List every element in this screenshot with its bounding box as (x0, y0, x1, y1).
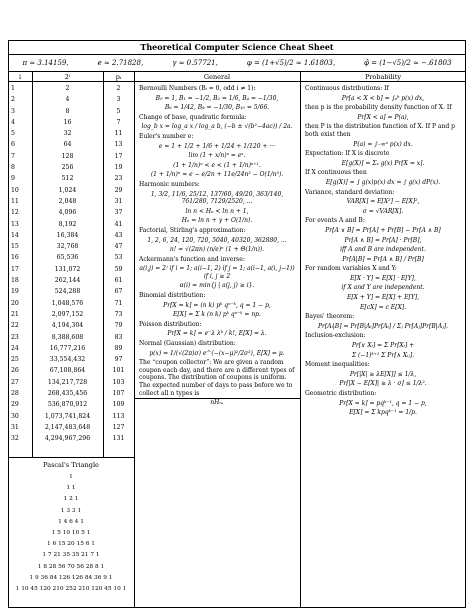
table-row (8, 162, 134, 173)
power-of-two: 536,870,912 (47, 401, 88, 409)
table-row (8, 422, 134, 433)
text-line: For random variables X and Y: (305, 265, 397, 273)
prime: 101 (112, 367, 125, 375)
formula: Pr[|X − E[X]| ≥ λ · σ] ≤ 1/λ². (339, 380, 427, 388)
table-row (8, 332, 134, 343)
formula: Pr[A|B] = Pr[A ∧ B] / Pr[B] (342, 255, 424, 263)
row-index: 20 (11, 299, 19, 307)
table-row (8, 94, 134, 105)
formula: Pr[∨ Xᵢ] = Σ Pr[Xᵢ] + (351, 342, 415, 350)
table-row (8, 433, 134, 444)
text-line: Bayes' theorem: (305, 313, 355, 321)
power-of-two: 4,294,967,296 (44, 435, 91, 443)
row-index: 17 (11, 265, 19, 273)
constant-e: e ≈ 2.71828, (97, 59, 144, 67)
divider (8, 457, 134, 458)
row-index: 7 (11, 152, 15, 160)
formula: E[X] = Σ k (n k) pᵏ qⁿ⁻ᵏ = np. (173, 311, 261, 319)
prime: 37 (114, 209, 123, 217)
row-index: 16 (11, 254, 19, 262)
formula: 1, 3/2, 11/6, 25/12, 137/60, 49/20, 363/140, 761/280, 7129/2520, ... (150, 190, 284, 206)
table-row (8, 286, 134, 297)
sheet-title: Theoretical Computer Science Cheat Sheet (8, 40, 466, 55)
row-index: 19 (11, 288, 19, 296)
text-line: Factorial, Stirling's approximation: (139, 226, 246, 234)
row-index: 2 (11, 96, 15, 104)
header-probability: Probability (300, 72, 466, 82)
table-row (8, 219, 134, 230)
row-index: 18 (11, 277, 19, 285)
formula: Pr[X = k] = pqᵏ⁻¹, q = 1 − p, (339, 399, 427, 407)
row-index: 4 (11, 118, 15, 126)
prime: 53 (114, 254, 123, 262)
power-of-two: 1,073,741,824 (44, 412, 91, 420)
power-of-two: 4,096 (58, 209, 77, 217)
power-of-two: 2,097,152 (51, 310, 84, 318)
table-row (8, 128, 134, 139)
formula: log_b x = log_a x / log_a b, (−b ± √(b²−4ac)) / 2a. (141, 123, 293, 131)
constant-phi: φ = (1+√5)/2 ≈ 1.61803, (246, 59, 336, 67)
power-of-two: 8,192 (58, 220, 77, 228)
formula: P(a) = ∫₋∞ᵃ p(x) dx. (353, 140, 413, 148)
formula: Pr[A ∨ B] = Pr[A] + Pr[B] − Pr[A ∧ B] (325, 226, 441, 234)
pascal-row: 1 10 45 120 210 252 210 120 45 10 1 (15, 585, 127, 592)
prime: 5 (116, 107, 121, 115)
text-line: then P is the distribution function of X. If P and p both exist then (305, 123, 455, 138)
pascal-title: Pascal's Triangle (43, 461, 99, 469)
prime: 41 (114, 220, 123, 228)
power-of-two: 134,217,728 (47, 378, 88, 386)
power-of-two: 67,108,864 (49, 367, 86, 375)
text-line: Continuous distributions: If (305, 85, 389, 92)
formula: lim (1 + x/n)ⁿ = eˣ. (188, 152, 246, 160)
formula: (1 + 1/n)ⁿ < e < (1 + 1/n)ⁿ⁺¹. (173, 161, 261, 169)
formula: iff A and B are independent. (340, 246, 426, 254)
table-row (8, 309, 134, 320)
power-of-two: 65,536 (56, 254, 79, 262)
prime: 79 (114, 322, 123, 330)
row-index: 32 (11, 435, 19, 443)
power-of-two: 16 (63, 118, 72, 126)
text-line: The “coupon collector”: We are given a random coupon each day, and there are n different types of coupons. The distribution of coupons is uniform. The expected number of days to pass before we to collect all n types is (139, 359, 295, 397)
row-index: 13 (11, 220, 19, 228)
prime: 113 (112, 412, 125, 420)
formula: E[X] = Σ kpqᵏ⁻¹ = 1/p. (349, 409, 417, 417)
prime: 43 (114, 231, 123, 239)
text-line: Change of base, quadratic formula: (139, 113, 247, 121)
pascal-row: 1 2 1 (63, 496, 79, 503)
text-line: If X continuous then (305, 169, 367, 177)
row-index: 3 (11, 107, 15, 115)
prime: 29 (114, 186, 123, 194)
formula: Pr[|X| ≥ λE[X]] ≤ 1/λ, (349, 370, 417, 378)
row-index: 25 (11, 356, 19, 364)
header-i: i (8, 72, 32, 82)
table-row (8, 106, 134, 117)
formula: E[g(X)] = ∫ g(x)p(x) dx = ∫ g(x) dP(x). (325, 178, 441, 186)
pascal-row: 1 5 10 10 5 1 (51, 529, 91, 536)
row-index: 14 (11, 231, 19, 239)
formula: Pr[X = k] = (n k) pᵏ qⁿ⁻ᵏ, q = 1 − p, (163, 301, 271, 309)
formula: ln n < Hₙ < ln n + 1, (185, 207, 249, 215)
row-index: 8 (11, 164, 15, 172)
table-row (8, 185, 134, 196)
power-of-two: 64 (63, 141, 72, 149)
prime: 73 (114, 310, 123, 318)
table-row (8, 411, 134, 422)
formula: Pr[Aᵢ|B] = Pr[B|Aᵢ]Pr[Aᵢ] / Σⱼ Pr[Aⱼ]Pr[B|Aⱼ]. (317, 322, 448, 330)
prime: 11 (114, 130, 123, 138)
power-of-two: 16,777,216 (49, 344, 86, 352)
prime: 3 (116, 96, 121, 104)
power-of-two: 2 (65, 85, 70, 92)
formula: p(x) = 1/(√(2π)σ) e^(−(x−μ)²/2σ²), E[X] = μ. (149, 349, 285, 357)
formula: B₀ = 1, B₁ = −1/2, B₂ = 1/6, B₄ = −1/30, (155, 94, 279, 102)
table-row (8, 399, 134, 410)
formula: Pr[X = k] = e⁻λ λᵏ / k!, E[X] = λ. (167, 330, 267, 338)
power-of-two: 262,144 (54, 277, 81, 285)
row-index: 26 (11, 367, 19, 375)
general-column (137, 85, 297, 409)
prime: 109 (112, 401, 125, 409)
constant-pi: π ≈ 3.14159, (22, 59, 69, 67)
power-of-two: 1,048,576 (51, 299, 84, 307)
formula: B₆ = 1/42, B₈ = −1/30, B₁₀ = 5/66. (164, 104, 270, 112)
formula: 1, 2, 6, 24, 120, 720, 5040, 40320, 362880, ... (147, 236, 287, 244)
prime: 127 (112, 423, 125, 431)
power-of-two: 512 (61, 175, 74, 183)
power-of-two: 16,384 (56, 231, 79, 239)
table-row (8, 377, 134, 388)
table-row (8, 264, 134, 275)
formula: e = 1 + 1/2 + 1/6 + 1/24 + 1/120 + ··· (158, 142, 276, 150)
formula: E[X · Y] = E[X] · E[Y], (350, 274, 416, 282)
prime: 89 (114, 344, 123, 352)
table-row (8, 298, 134, 309)
power-of-two: 32,768 (56, 243, 79, 251)
table-row (8, 365, 134, 376)
power-of-two: 128 (61, 152, 74, 160)
formula: nHₙ. (210, 399, 224, 407)
table-row (8, 252, 134, 263)
power-of-two: 256 (61, 164, 74, 172)
constant-gamma: γ ≈ 0.57721, (172, 59, 218, 67)
row-index: 5 (11, 130, 15, 138)
row-index: 10 (11, 186, 19, 194)
table-row (8, 388, 134, 399)
prime: 97 (114, 356, 123, 364)
header-power: 2ⁱ (32, 72, 103, 82)
formula: E[cX] = c E[X]. (359, 303, 407, 311)
row-index: 12 (11, 209, 19, 217)
formula: E[g(X)] = Σₓ g(x) Pr[X = x]. (341, 159, 425, 167)
text-line: Ackermann's function and inverse: (139, 255, 245, 263)
prime: 7 (116, 118, 121, 126)
text-line: Bernoulli Numbers (Bᵢ = 0, odd i ≠ 1): (139, 85, 256, 92)
prime: 107 (112, 390, 125, 398)
power-of-two: 524,288 (54, 288, 81, 296)
row-index: 27 (11, 378, 19, 386)
formula: Pr[X < a] = P(a), (357, 113, 409, 121)
power-of-two: 33,554,432 (49, 356, 86, 364)
prime: 13 (114, 141, 123, 149)
pascal-triangle (8, 472, 134, 595)
table-row (8, 275, 134, 286)
table-row (8, 173, 134, 184)
formula: Hₙ = ln n + γ + O(1/n). (181, 217, 253, 225)
formula: (1 + 1/n)ⁿ = e − e/2n + 11e/24n² − O(1/n³). (150, 171, 284, 179)
prime: 131 (112, 435, 125, 443)
pascal-row: 1 7 21 35 35 21 7 1 (42, 552, 100, 559)
prime: 103 (112, 378, 125, 386)
prime: 19 (114, 164, 123, 172)
table-row (8, 207, 134, 218)
table-row (8, 196, 134, 207)
row-index: 11 (11, 197, 19, 205)
prime: 23 (114, 175, 123, 183)
formula: VAR[X] = E[X²] − E[X]², (346, 198, 420, 206)
formula: Pr[A ∧ B] = Pr[A] · Pr[B], (344, 236, 422, 244)
pascal-row: 1 8 28 56 70 56 28 8 1 (37, 563, 105, 570)
table-row (8, 151, 134, 162)
text-line: Inclusion-exclusion: (305, 332, 366, 340)
pascal-row: 1 9 36 84 126 126 84 36 9 1 (29, 574, 113, 581)
pascal-row: 1 4 6 4 1 (58, 518, 84, 525)
text-line: Harmonic numbers: (139, 180, 200, 188)
constant-phi-hat: φ̂ = (1−√5)/2 ≈ −.61803 (364, 59, 452, 67)
formula: σ = √VAR[X]. (362, 207, 404, 215)
pascal-row: 1 3 3 1 (60, 507, 82, 514)
text-line: then p is the probability density function of X. If (305, 104, 452, 112)
divider (134, 72, 135, 608)
row-index: 29 (11, 401, 19, 409)
row-index: 30 (11, 412, 19, 420)
table-row (8, 139, 134, 150)
formula: Σ (−1)ᵏ⁺¹ Σ Pr[∧ Xᵢⱼ]. (351, 351, 415, 359)
row-index: 28 (11, 390, 19, 398)
table-row (8, 241, 134, 252)
table-row (8, 343, 134, 354)
table-row (8, 354, 134, 365)
probability-column (303, 85, 463, 419)
formula: E[X + Y] = E[X] + E[Y], (346, 294, 420, 302)
prime: 31 (114, 197, 123, 205)
row-index: 22 (11, 322, 19, 330)
pascal-row: 1 6 15 20 15 6 1 (47, 541, 95, 548)
formula: Pr[a < X < b] = ∫ₐᵇ p(x) dx, (341, 94, 425, 102)
prime: 67 (114, 288, 123, 296)
row-index: 9 (11, 175, 15, 183)
row-index: 1 (11, 85, 15, 92)
power-of-two: 32 (63, 130, 72, 138)
divider (300, 72, 301, 608)
row-index: 15 (11, 243, 19, 251)
pascal-row: 1 1 (66, 485, 76, 492)
formula: α(i) = min{j | a(j, j) ≥ i}. (179, 282, 255, 290)
prime: 71 (114, 299, 123, 307)
text-line: Expectation: If X is discrete (305, 150, 390, 158)
row-index: 21 (11, 310, 19, 318)
text-line: Geometric distribution: (305, 390, 377, 397)
power-of-two: 4,194,304 (51, 322, 84, 330)
table-row (8, 117, 134, 128)
power-of-two: 2,147,483,648 (44, 423, 91, 431)
power-of-two: 4 (65, 96, 70, 104)
header-general: General (134, 72, 300, 82)
prime: 17 (114, 152, 123, 160)
table-row (8, 83, 134, 94)
power-of-two: 8,388,608 (51, 333, 84, 341)
text-line: Poisson distribution: (139, 320, 202, 328)
text-line: For events A and B: (305, 217, 365, 225)
prime: 59 (114, 265, 123, 273)
header-prime: pᵢ (103, 72, 134, 82)
powers-primes-table (8, 83, 134, 445)
power-of-two: 268,435,456 (47, 390, 88, 398)
formula: if X and Y are independent. (341, 284, 425, 292)
prime: 2 (116, 85, 121, 92)
text-line: Normal (Gaussian) distribution: (139, 340, 236, 348)
row-index: 24 (11, 344, 19, 352)
row-index: 31 (11, 423, 19, 431)
prime: 47 (114, 243, 123, 251)
text-line: Euler's number e: (139, 132, 194, 140)
formula: a(i,j) = 2ʲ if i = 1; a(i−1, 2) if j = 1; a(i−1, a(i, j−1)) if i, j ≥ 2 (139, 265, 295, 280)
power-of-two: 131,072 (54, 265, 81, 273)
power-of-two: 2,048 (58, 197, 77, 205)
table-row (8, 230, 134, 241)
table-row (8, 320, 134, 331)
prime: 61 (114, 277, 123, 285)
power-of-two: 1,024 (58, 186, 77, 194)
pascal-row: 1 (69, 474, 73, 480)
text-line: Moment inequalities: (305, 361, 370, 369)
power-of-two: 8 (65, 107, 70, 115)
formula: n! = √(2πn) (n/e)ⁿ (1 + Θ(1/n)). (169, 246, 265, 254)
row-index: 23 (11, 333, 19, 341)
prime: 83 (114, 333, 123, 341)
text-line: Binomial distribution: (139, 292, 206, 300)
row-index: 6 (11, 141, 15, 149)
text-line: Variance, standard deviation: (305, 188, 395, 196)
constants-row (8, 55, 466, 72)
